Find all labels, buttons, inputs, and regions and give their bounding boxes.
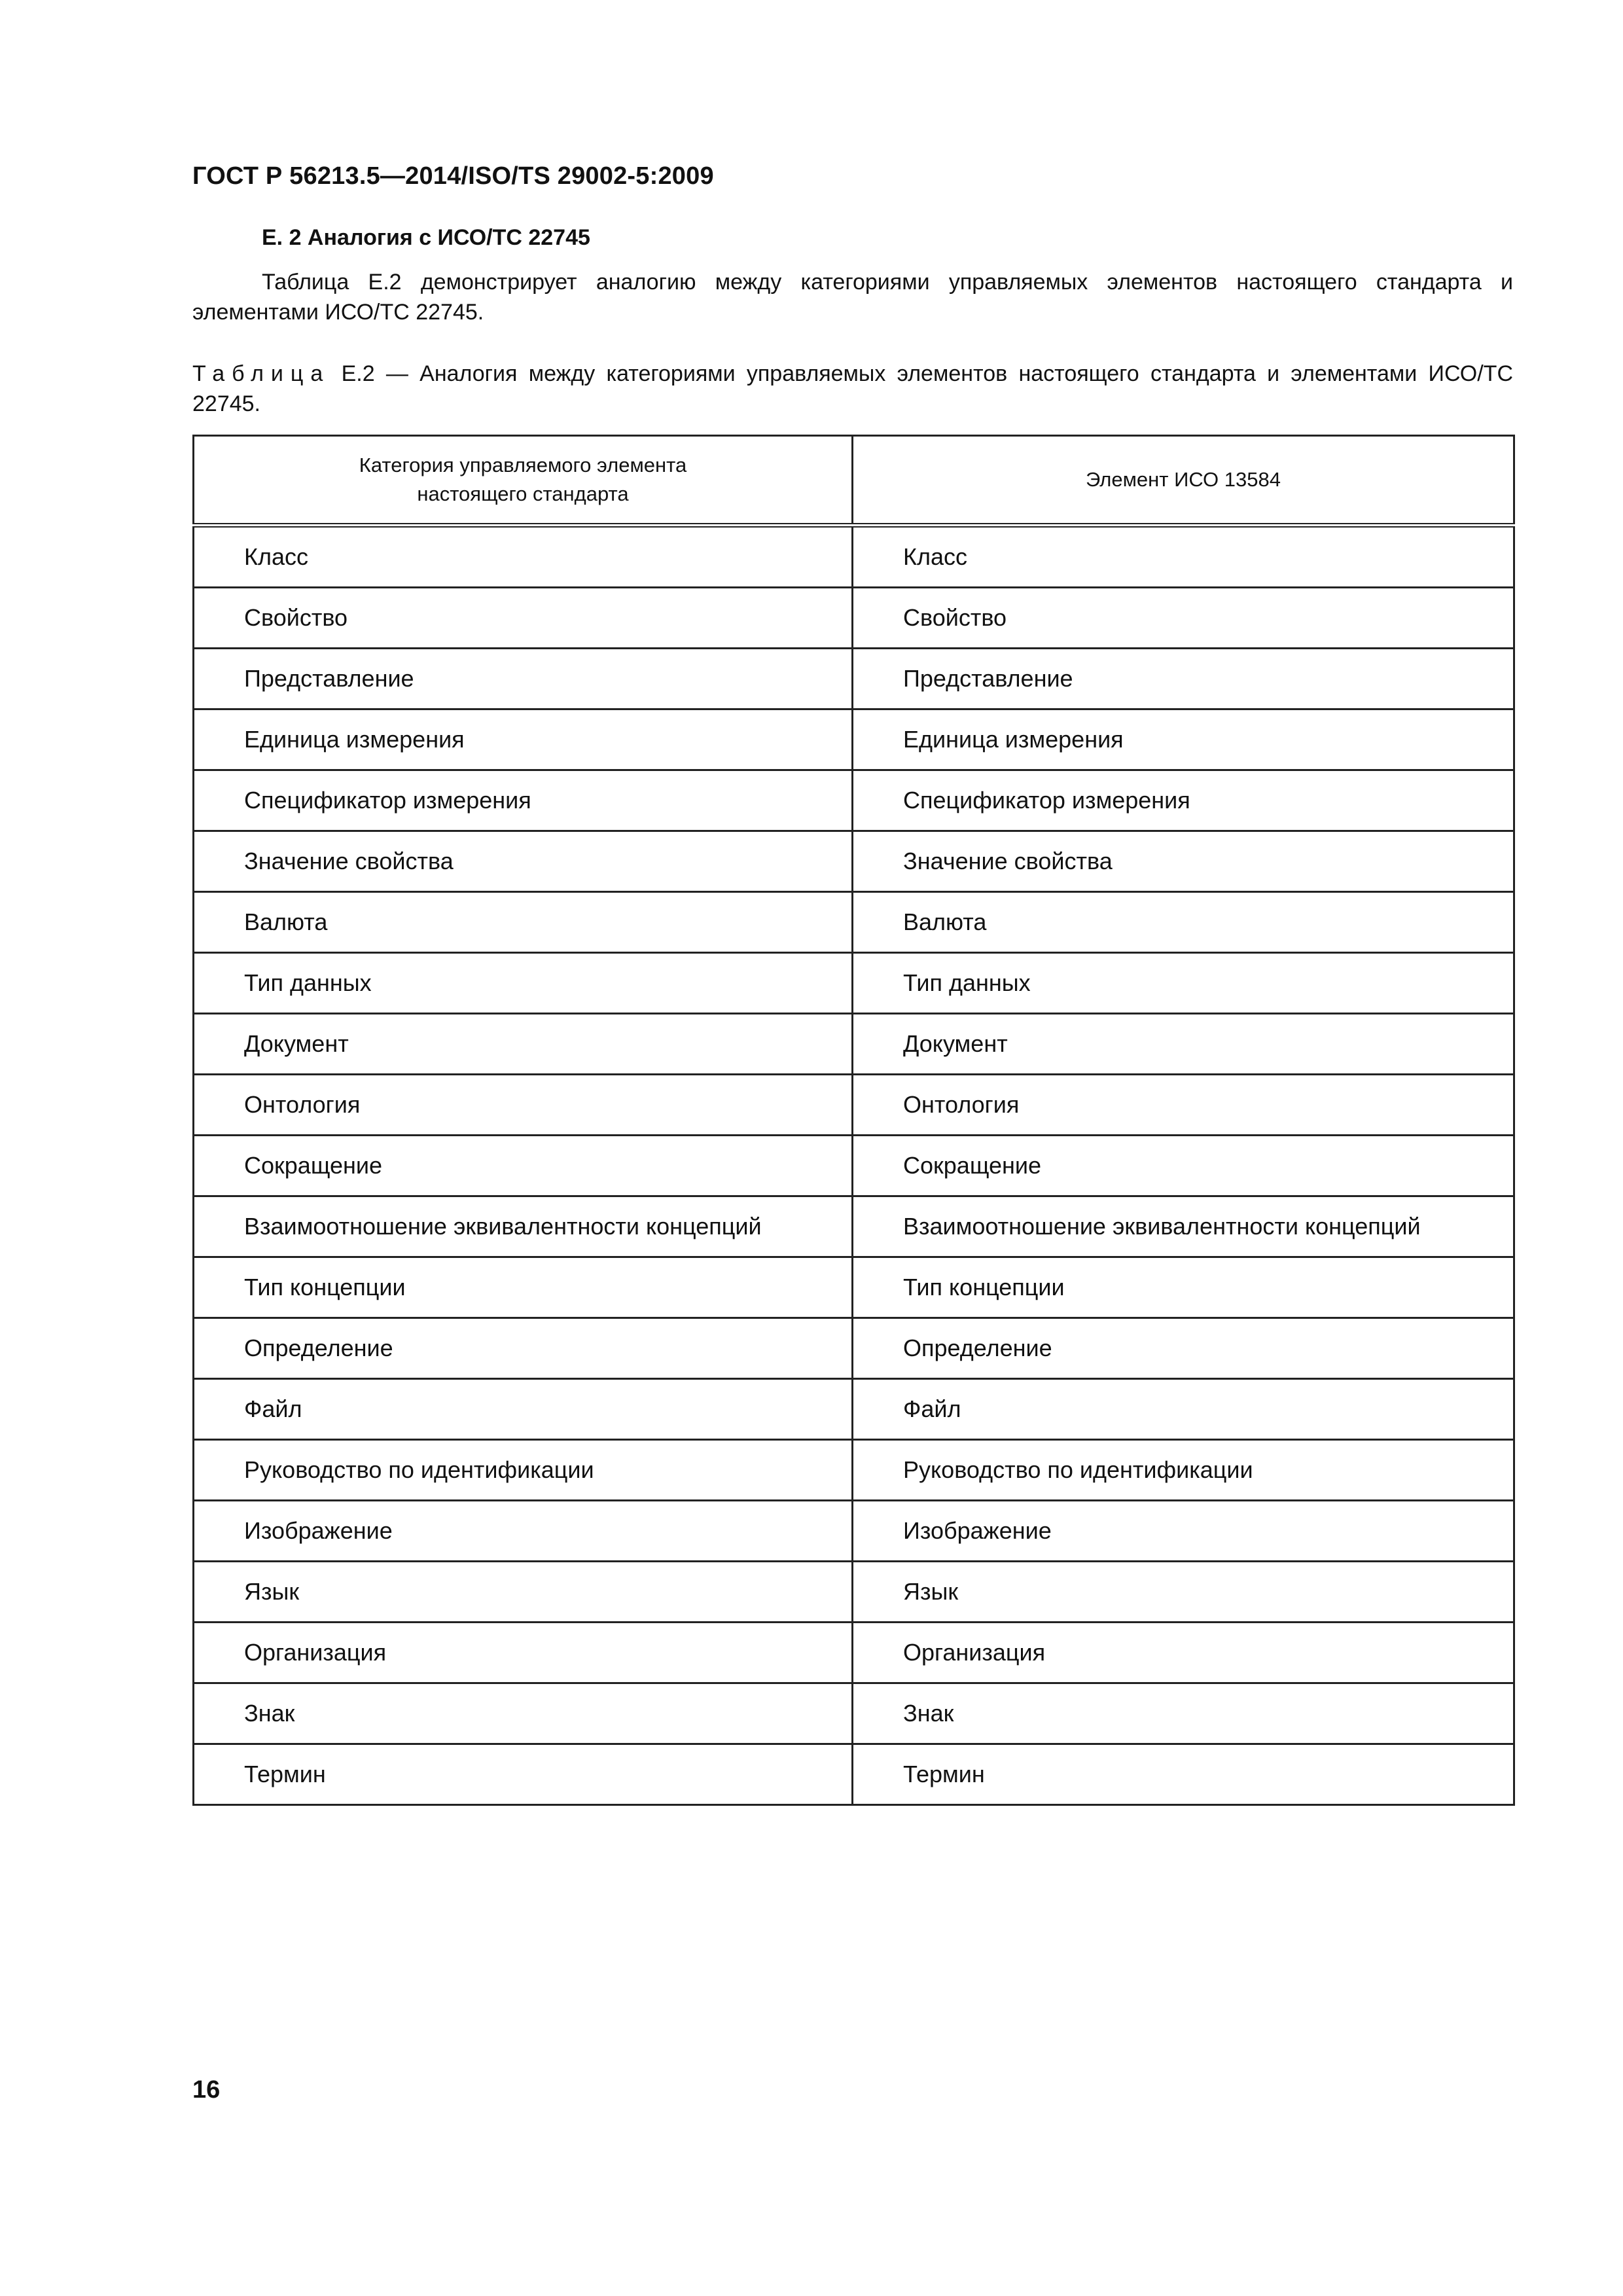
analogy-table <box>192 435 1515 1806</box>
cell-category: Спецификатор измерения <box>194 770 853 831</box>
table-row <box>194 770 1514 831</box>
cell-iso-element: Изображение <box>853 1501 1514 1562</box>
table-row <box>194 1683 1514 1744</box>
cell-category: Валюта <box>194 892 853 953</box>
cell-iso-element: Класс <box>853 526 1514 588</box>
cell-category: Знак <box>194 1683 853 1744</box>
table-row <box>194 831 1514 892</box>
cell-iso-element: Термин <box>853 1744 1514 1805</box>
cell-category: Взаимоотношение эквивалентности концепций <box>194 1196 853 1257</box>
column-header-category-label: Категория управляемого элемента настоящего стандарта <box>359 454 687 505</box>
cell-category: Онтология <box>194 1075 853 1136</box>
cell-category: Организация <box>194 1623 853 1683</box>
cell-iso-element: Спецификатор измерения <box>853 770 1514 831</box>
cell-iso-element: Руководство по идентификации <box>853 1440 1514 1501</box>
table-body <box>194 526 1514 1805</box>
cell-category: Представление <box>194 649 853 709</box>
cell-category: Класс <box>194 526 853 588</box>
table-row <box>194 1501 1514 1562</box>
cell-category: Язык <box>194 1562 853 1623</box>
cell-iso-element: Тип концепции <box>853 1257 1514 1318</box>
page-number: 16 <box>192 2076 221 2104</box>
table-row <box>194 649 1514 709</box>
document-header: ГОСТ Р 56213.5—2014/ISO/TS 29002-5:2009 <box>192 162 714 190</box>
table-caption-text: Е.2 — Аналогия между категориями управляемых элементов настоящего стандарта и элементами ИСО/ТС 22745. <box>192 361 1513 416</box>
cell-iso-element: Язык <box>853 1562 1514 1623</box>
table-row <box>194 892 1514 953</box>
cell-iso-element: Тип данных <box>853 953 1514 1014</box>
cell-iso-element: Определение <box>853 1318 1514 1379</box>
table-row <box>194 1196 1514 1257</box>
table-row <box>194 1075 1514 1136</box>
cell-iso-element: Свойство <box>853 588 1514 649</box>
cell-category: Руководство по идентификации <box>194 1440 853 1501</box>
table-row <box>194 588 1514 649</box>
cell-iso-element: Документ <box>853 1014 1514 1075</box>
cell-iso-element: Представление <box>853 649 1514 709</box>
table-row <box>194 1014 1514 1075</box>
table-row <box>194 1562 1514 1623</box>
cell-category: Единица измерения <box>194 709 853 770</box>
cell-iso-element: Онтология <box>853 1075 1514 1136</box>
table-caption <box>192 359 1513 419</box>
cell-category: Значение свойства <box>194 831 853 892</box>
cell-category: Файл <box>194 1379 853 1440</box>
cell-category: Изображение <box>194 1501 853 1562</box>
cell-category: Документ <box>194 1014 853 1075</box>
cell-category: Термин <box>194 1744 853 1805</box>
cell-iso-element: Сокращение <box>853 1136 1514 1196</box>
cell-iso-element: Значение свойства <box>853 831 1514 892</box>
cell-iso-element: Организация <box>853 1623 1514 1683</box>
table-row <box>194 709 1514 770</box>
intro-paragraph: Таблица Е.2 демонстрирует аналогию между категориями управляемых элементов настоящего стандарта и элементами ИСО/ТС 22745. <box>192 270 1513 325</box>
cell-category: Тип данных <box>194 953 853 1014</box>
cell-category: Тип концепции <box>194 1257 853 1318</box>
column-header-iso-element: Элемент ИСО 13584 <box>853 436 1514 526</box>
cell-category: Определение <box>194 1318 853 1379</box>
table-header-row <box>194 436 1514 526</box>
cell-iso-element: Валюта <box>853 892 1514 953</box>
cell-iso-element: Файл <box>853 1379 1514 1440</box>
section-title: Е. 2 Аналогия с ИСО/ТС 22745 <box>262 225 590 250</box>
column-header-category <box>194 436 853 526</box>
table-row <box>194 1744 1514 1805</box>
cell-iso-element: Взаимоотношение эквивалентности концепций <box>853 1196 1514 1257</box>
table-row <box>194 1318 1514 1379</box>
table-row <box>194 1136 1514 1196</box>
table-row <box>194 526 1514 588</box>
table-row <box>194 1257 1514 1318</box>
table-caption-label: Таблица <box>192 361 330 386</box>
cell-iso-element: Единица измерения <box>853 709 1514 770</box>
table-row <box>194 1440 1514 1501</box>
table-row <box>194 953 1514 1014</box>
cell-iso-element: Знак <box>853 1683 1514 1744</box>
table-row <box>194 1623 1514 1683</box>
table-row <box>194 1379 1514 1440</box>
cell-category: Свойство <box>194 588 853 649</box>
cell-category: Сокращение <box>194 1136 853 1196</box>
